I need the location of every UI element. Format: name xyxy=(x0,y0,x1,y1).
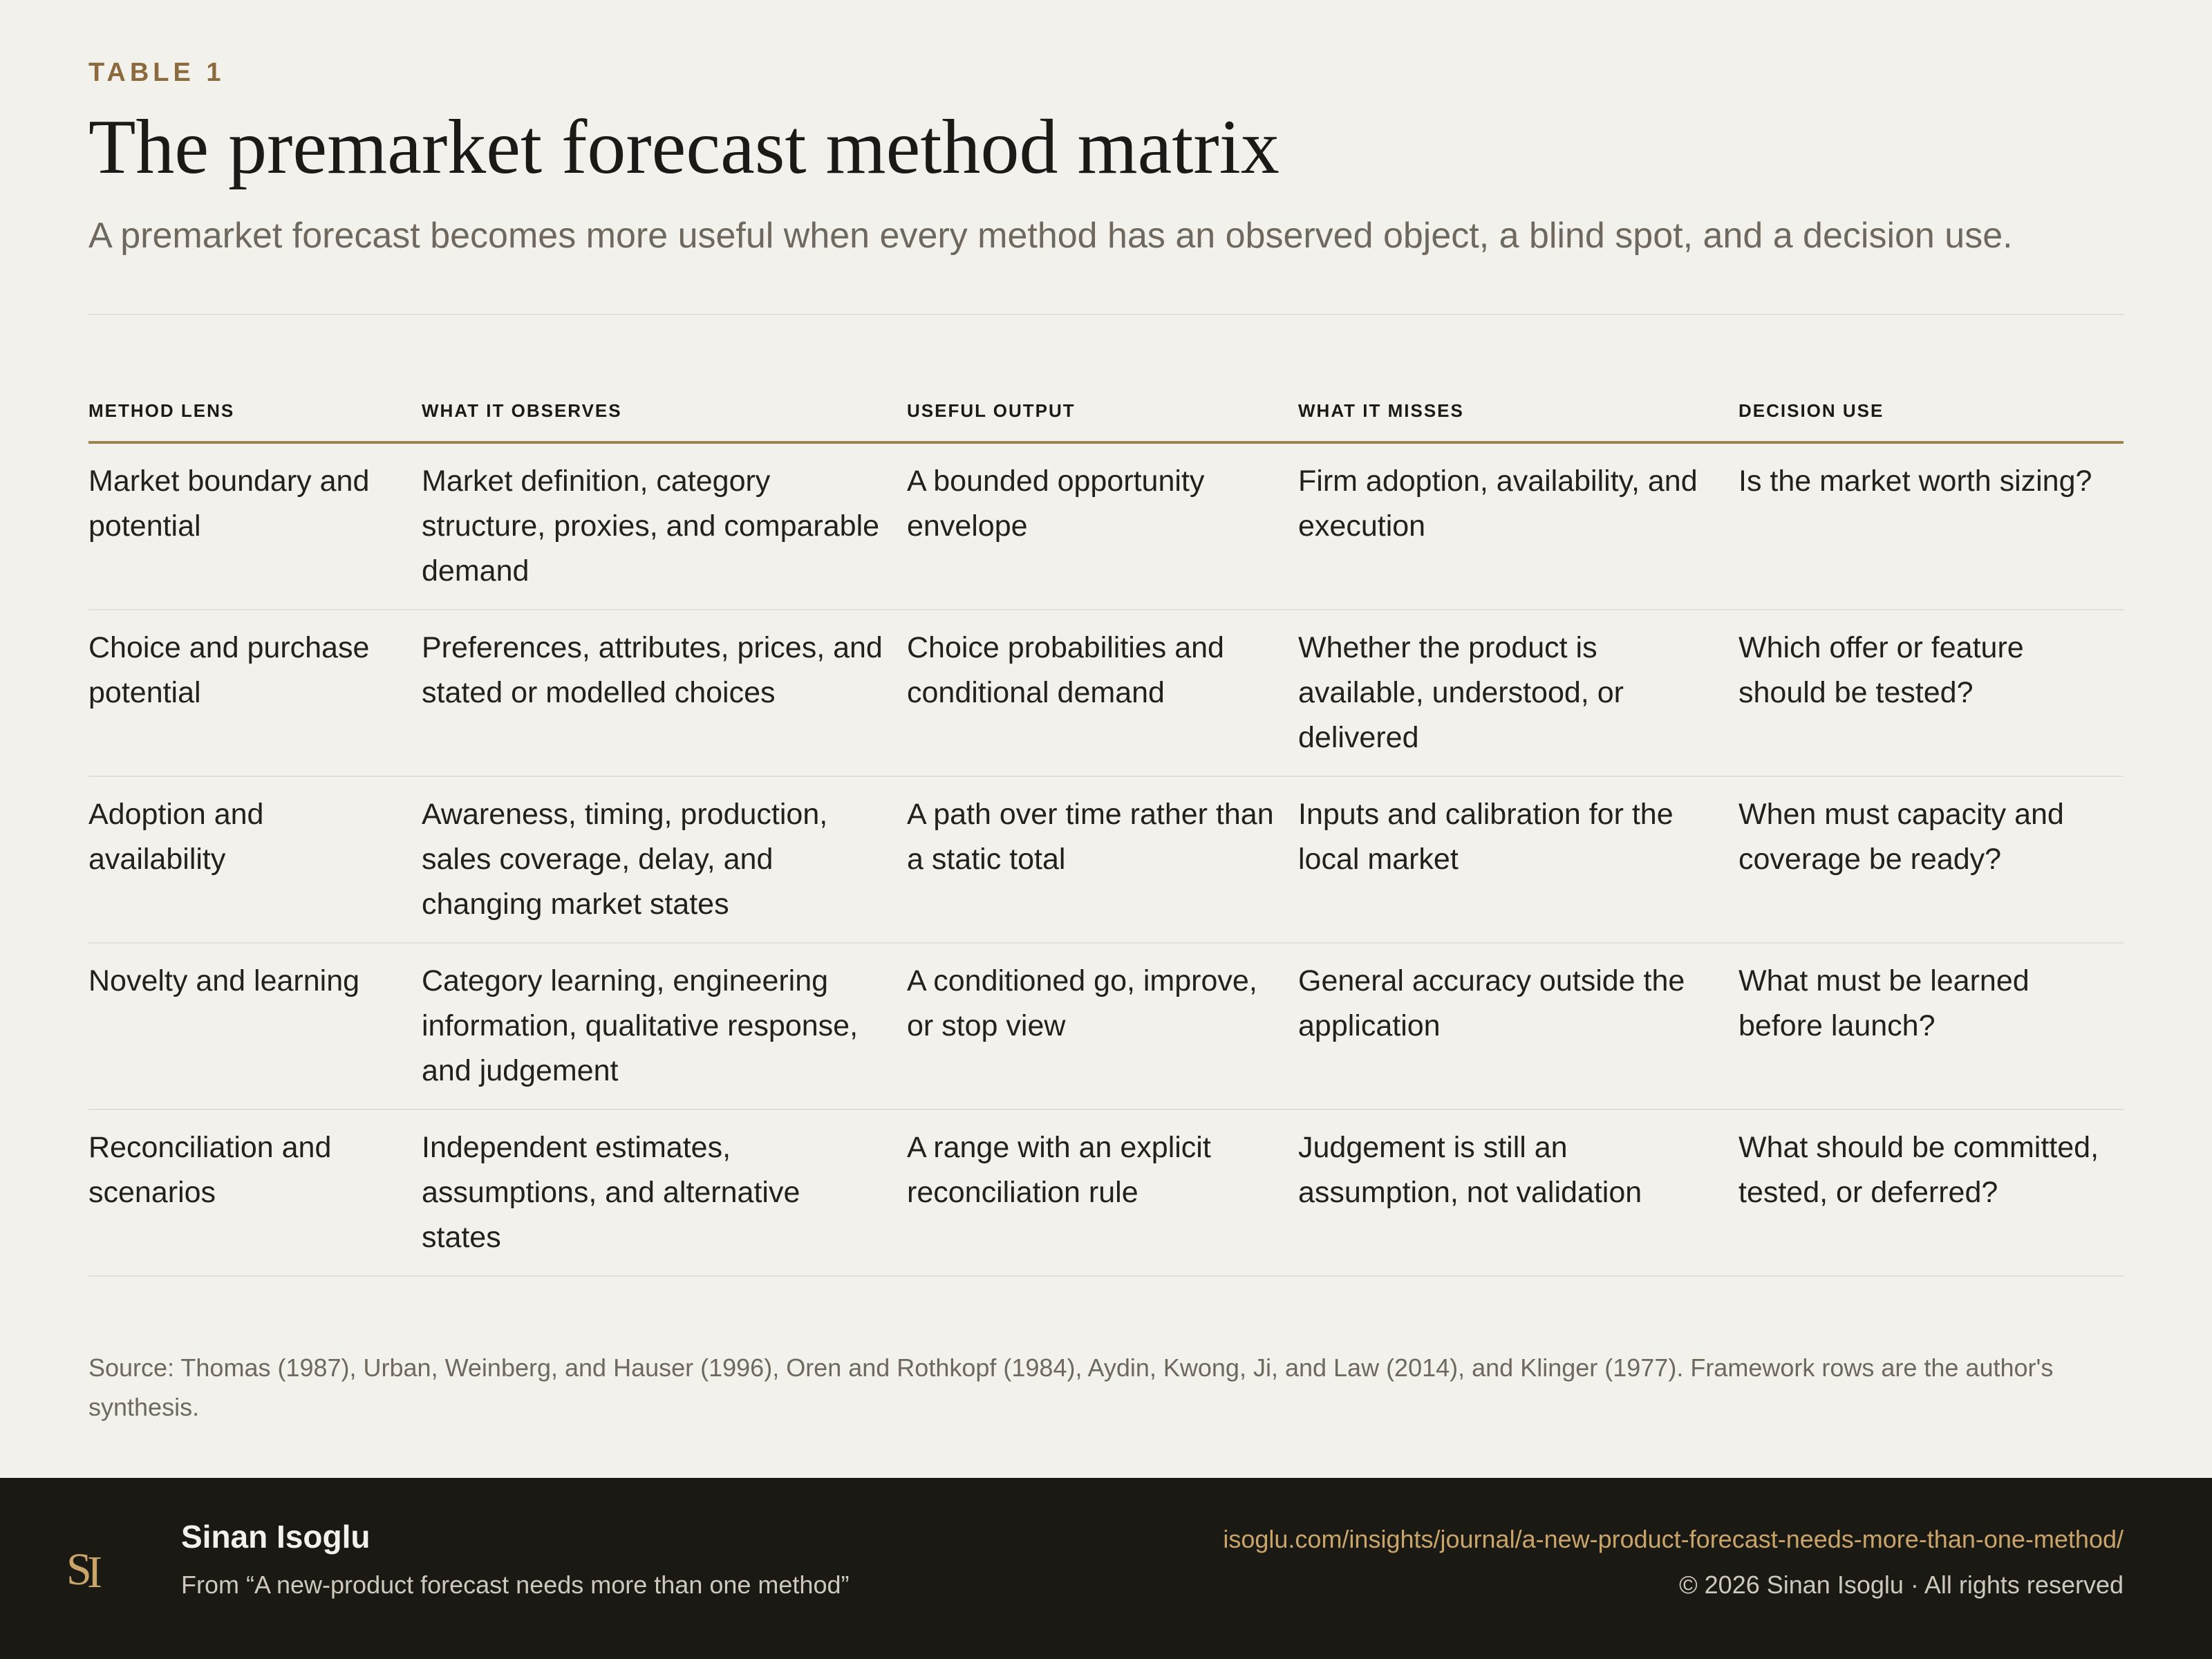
author-name: Sinan Isoglu xyxy=(181,1519,371,1555)
table-cell: A bounded opportunity envelope xyxy=(907,442,1298,610)
column-header: DECISION USE xyxy=(1738,387,2124,442)
table-cell: Choice and purchase potential xyxy=(88,610,422,776)
table-header-row xyxy=(88,387,2124,442)
table-cell: What should be committed, tested, or deferred? xyxy=(1738,1109,2124,1276)
table-cell: Inputs and calibration for the local market xyxy=(1298,776,1738,943)
table-row xyxy=(88,943,2124,1109)
column-header: WHAT IT OBSERVES xyxy=(422,387,907,442)
table-eyebrow: TABLE 1 xyxy=(88,58,225,87)
si-monogram-logo xyxy=(64,1541,119,1597)
svg-text:I: I xyxy=(87,1547,102,1597)
article-reference: From “A new-product forecast needs more than one method” xyxy=(181,1571,850,1599)
table-cell: Adoption and availability xyxy=(88,776,422,943)
table-cell: Novelty and learning xyxy=(88,943,422,1109)
table-row xyxy=(88,442,2124,610)
table-cell: Choice probabilities and conditional demand xyxy=(907,610,1298,776)
table-cell: Preferences, attributes, prices, and stated or modelled choices xyxy=(422,610,907,776)
table-cell: Firm adoption, availability, and execution xyxy=(1298,442,1738,610)
column-header: WHAT IT MISSES xyxy=(1298,387,1738,442)
table-cell: A range with an explicit reconciliation rule xyxy=(907,1109,1298,1276)
page-subtitle: A premarket forecast becomes more useful when every method has an observed object, a blind spot, and a decision use. xyxy=(88,216,2013,256)
source-note: Source: Thomas (1987), Urban, Weinberg, and Hauser (1996), Oren and Rothkopf (1984), Aydin, Kwong, Ji, and Law (2014), and Klinger (1977). Framework rows are the author's synthesis. xyxy=(88,1353,2054,1421)
table-cell: General accuracy outside the application xyxy=(1298,943,1738,1109)
page-title: The premarket forecast method matrix xyxy=(88,104,1280,190)
svg-text:S: S xyxy=(66,1544,92,1595)
table-cell: Market definition, category structure, proxies, and comparable demand xyxy=(422,442,907,610)
table-cell: A path over time rather than a static total xyxy=(907,776,1298,943)
table-row xyxy=(88,1109,2124,1276)
table-cell: Which offer or feature should be tested? xyxy=(1738,610,2124,776)
table-cell: Category learning, engineering information, qualitative response, and judgement xyxy=(422,943,907,1109)
copyright: © 2026 Sinan Isoglu · All rights reserved xyxy=(1679,1571,2124,1599)
table-cell: When must capacity and coverage be ready? xyxy=(1738,776,2124,943)
table-cell: Whether the product is available, understood, or delivered xyxy=(1298,610,1738,776)
article-link[interactable]: isoglu.com/insights/journal/a-new-product-forecast-needs-more-than-one-method/ xyxy=(1223,1525,2124,1553)
divider xyxy=(88,314,2124,315)
table-cell: Judgement is still an assumption, not validation xyxy=(1298,1109,1738,1276)
table-cell: A conditioned go, improve, or stop view xyxy=(907,943,1298,1109)
table-cell: Independent estimates, assumptions, and alternative states xyxy=(422,1109,907,1276)
table-row xyxy=(88,610,2124,776)
table-cell: Reconciliation and scenarios xyxy=(88,1109,422,1276)
table-cell: What must be learned before launch? xyxy=(1738,943,2124,1109)
column-header: METHOD LENS xyxy=(88,387,422,442)
footer xyxy=(0,1478,2212,1659)
table-row xyxy=(88,776,2124,943)
table-cell: Awareness, timing, production, sales coverage, delay, and changing market states xyxy=(422,776,907,943)
table-cell: Market boundary and potential xyxy=(88,442,422,610)
table-cell: Is the market worth sizing? xyxy=(1738,442,2124,610)
column-header: USEFUL OUTPUT xyxy=(907,387,1298,442)
method-matrix-table xyxy=(88,387,2124,1277)
